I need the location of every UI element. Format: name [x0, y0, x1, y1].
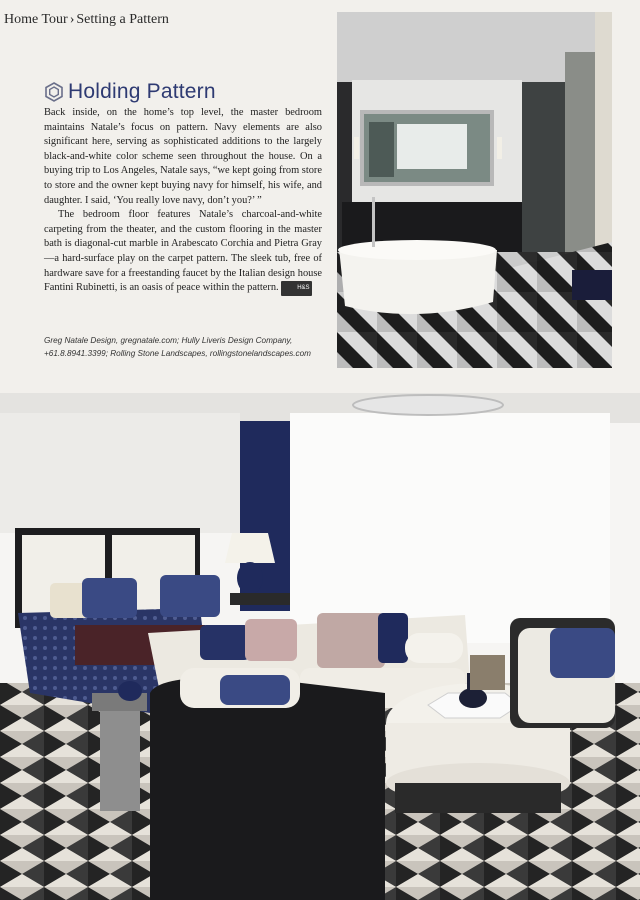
breadcrumb-subsection: Setting a Pattern	[76, 12, 169, 27]
breadcrumb-separator: ›	[69, 12, 75, 27]
breadcrumb-section: Home Tour	[4, 12, 68, 27]
bathroom-photo	[337, 12, 612, 368]
article-title: Holding Pattern	[68, 80, 216, 103]
end-mark: H&S	[281, 281, 311, 296]
paragraph-2-text: The bedroom floor features Natale’s charcoal-and-white carpeting from the theater, and the custom flooring in the master bath is diagonal-cut marble in Arabescato Corchia and Pietra Gray—a hard-surface play on the carpet pattern. The sleek tub, free of hardware save for a freestanding faucet by the Italian design house Fantini Rubinetti, is an oasis of peace within the pattern.	[44, 209, 322, 294]
article-heading	[44, 80, 216, 104]
credits-line-2: +61.8.8941.3399; Rolling Stone Landscapes, rollingstonelandscapes.com	[44, 349, 311, 358]
hexagon-icon	[44, 82, 64, 102]
article-body	[44, 106, 322, 296]
breadcrumb	[4, 12, 169, 28]
bedroom-photo	[0, 393, 640, 900]
paragraph-2	[44, 208, 322, 296]
credits-line-1: Greg Natale Design, gregnatale.com; Hully Liveris Design Company,	[44, 336, 293, 345]
photo-credits	[44, 334, 334, 360]
paragraph-1: Back inside, on the home’s top level, the master bedroom maintains Natale’s focus on pattern. Navy elements are also significant here, serving as sophisticated additions to the largely black-and-white color scheme seen throughout the house. On a buying trip to Los Angeles, Natale says, “we kept going from store to store and the owner kept buying navy for himself, his wife, and daughter. I said, ‘You really love navy, don’t you?’ ”	[44, 107, 322, 206]
